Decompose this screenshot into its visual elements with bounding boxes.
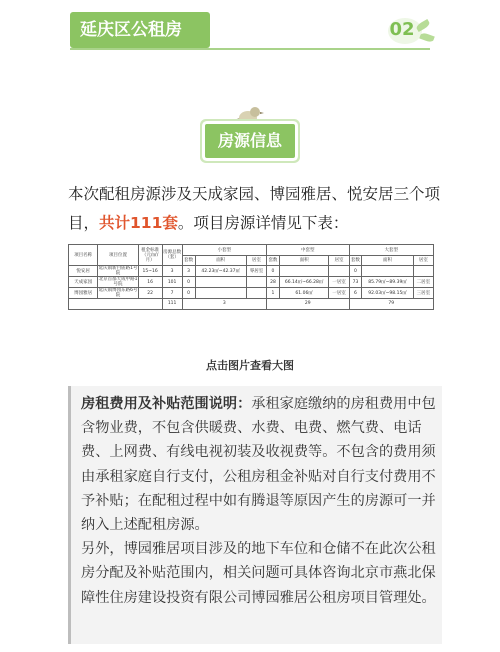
- cell-small-count: 0: [182, 288, 195, 299]
- cell-large-count: 73: [349, 277, 362, 288]
- header-title: 延庆区公租房: [80, 20, 182, 40]
- intro-paragraph: [68, 180, 448, 238]
- cell-small-layout: 零居室: [246, 266, 266, 277]
- th-layout: 居室: [329, 255, 349, 266]
- image-caption-link[interactable]: 点击图片查看大图: [206, 359, 294, 372]
- notes-text-1: 承租家庭缴纳的房租费用中包含物业费，不包含供暖费、水费、电费、燃气费、电话费、上网费、有线电视初装及收视费等。不包含的费用须由承租家庭自行支付，公租房租金补贴对自行支付费用不予补贴；在配租过程中如有腾退等原因产生的房源可一并纳入上述配租房源。: [81, 396, 436, 534]
- th-small: 小套型: [182, 245, 266, 256]
- cell-large-area: [362, 266, 413, 277]
- section-badge: 房源信息: [205, 124, 295, 158]
- th-large: 大套型: [349, 245, 433, 256]
- cell-medium-layout: [329, 266, 349, 277]
- th-location: 项目位置: [98, 245, 138, 266]
- th-layout: 居室: [413, 255, 433, 266]
- th-rent: 租金标准（元/㎡/月）: [138, 245, 162, 266]
- th-layout: 居室: [246, 255, 266, 266]
- cell-medium-layout: 一居室: [329, 277, 349, 288]
- cell-total: 7: [162, 288, 182, 299]
- th-area: 面积: [195, 255, 246, 266]
- page-number: 02: [389, 19, 415, 40]
- cell-large-layout: 三居室: [413, 288, 433, 299]
- cell-large-count: 6: [349, 288, 362, 299]
- th-area: 面积: [279, 255, 329, 266]
- cell-location: 延庆镇博园东路6号院: [98, 288, 138, 298]
- cell-small-count: 0: [182, 277, 195, 288]
- cell-small-area: 42.23㎡~42.37㎡: [195, 266, 246, 277]
- cell-medium-count: 1: [267, 288, 280, 299]
- intro-highlight: 共计111套: [99, 214, 178, 232]
- th-total: 房源总数（套）: [162, 245, 182, 266]
- th-count: 套数: [267, 255, 280, 266]
- cell-small-sum: 3: [182, 299, 266, 310]
- th-name: 项目名称: [69, 245, 98, 266]
- cell-medium-area: 61.06㎡: [279, 288, 329, 299]
- cell-small-layout: [246, 288, 266, 299]
- cell-medium-sum: 29: [267, 299, 350, 310]
- cell-medium-area: 66.14㎡~66.28㎡: [279, 277, 329, 288]
- header-divider: [70, 48, 430, 50]
- intro-text-after: 。项目房源详情见下表：: [177, 214, 349, 232]
- th-count: 套数: [182, 255, 195, 266]
- cell-location: 北京首都天成中路1号院: [98, 277, 138, 287]
- cell-total: 3: [162, 266, 182, 277]
- cell-large-area: 92.03㎡~98.15㎡: [362, 288, 413, 299]
- cell-small-layout: [246, 277, 266, 288]
- table-row: [69, 266, 434, 277]
- cell-name: 悦安居: [69, 266, 98, 277]
- cell-medium-layout: 一居室: [329, 288, 349, 299]
- notes-paragraph-2: 另外，博园雅居项目涉及的地下车位和仓储不在此次公租房分配及补贴范围内，相关问题可具体咨询北京市燕北保障性住房建设投资有限公司博园雅居公租房项目管理处。: [81, 541, 436, 606]
- cell-medium-area: [279, 266, 329, 277]
- cell-large-layout: 二居室: [413, 277, 433, 288]
- notes-box: [68, 386, 442, 644]
- th-count: 套数: [349, 255, 362, 266]
- cell-small-area: [195, 277, 246, 288]
- th-area: 面积: [362, 255, 413, 266]
- cell-large-area: 85.79㎡~89.39㎡: [362, 277, 413, 288]
- cell-small-count: 3: [182, 266, 195, 277]
- cell-total: 101: [162, 277, 182, 288]
- cell-medium-count: 0: [267, 266, 280, 277]
- cell-location: 延庆镇新白庙路1号院: [98, 266, 138, 276]
- notes-paragraph-1: [81, 392, 436, 537]
- cell-name: 博园雅居: [69, 288, 98, 299]
- housing-table-image[interactable]: [68, 244, 434, 334]
- intro-text-before: 本次配租房源涉及天成家园、博园雅居、悦安居三个项目，: [68, 185, 441, 232]
- cell-total-sum: 111: [162, 299, 182, 310]
- cell-large-layout: [413, 266, 433, 277]
- cell-rent: 22: [138, 288, 162, 299]
- table-totals-row: [69, 299, 434, 310]
- housing-table: [68, 244, 434, 310]
- cell-large-count: 0: [349, 266, 362, 277]
- cell-name: 天成家园: [69, 277, 98, 288]
- cell-rent: 16: [138, 277, 162, 288]
- table-row: [69, 277, 434, 288]
- notes-label: 房租费用及补贴范围说明：: [81, 396, 252, 412]
- table-row: [69, 288, 434, 299]
- cell-large-sum: 79: [349, 299, 433, 310]
- header-title-bar: [70, 12, 210, 48]
- cell-medium-count: 28: [267, 277, 280, 288]
- cell-small-area: [195, 288, 246, 299]
- th-medium: 中套型: [267, 245, 350, 256]
- cell-rent: 15~16: [138, 266, 162, 277]
